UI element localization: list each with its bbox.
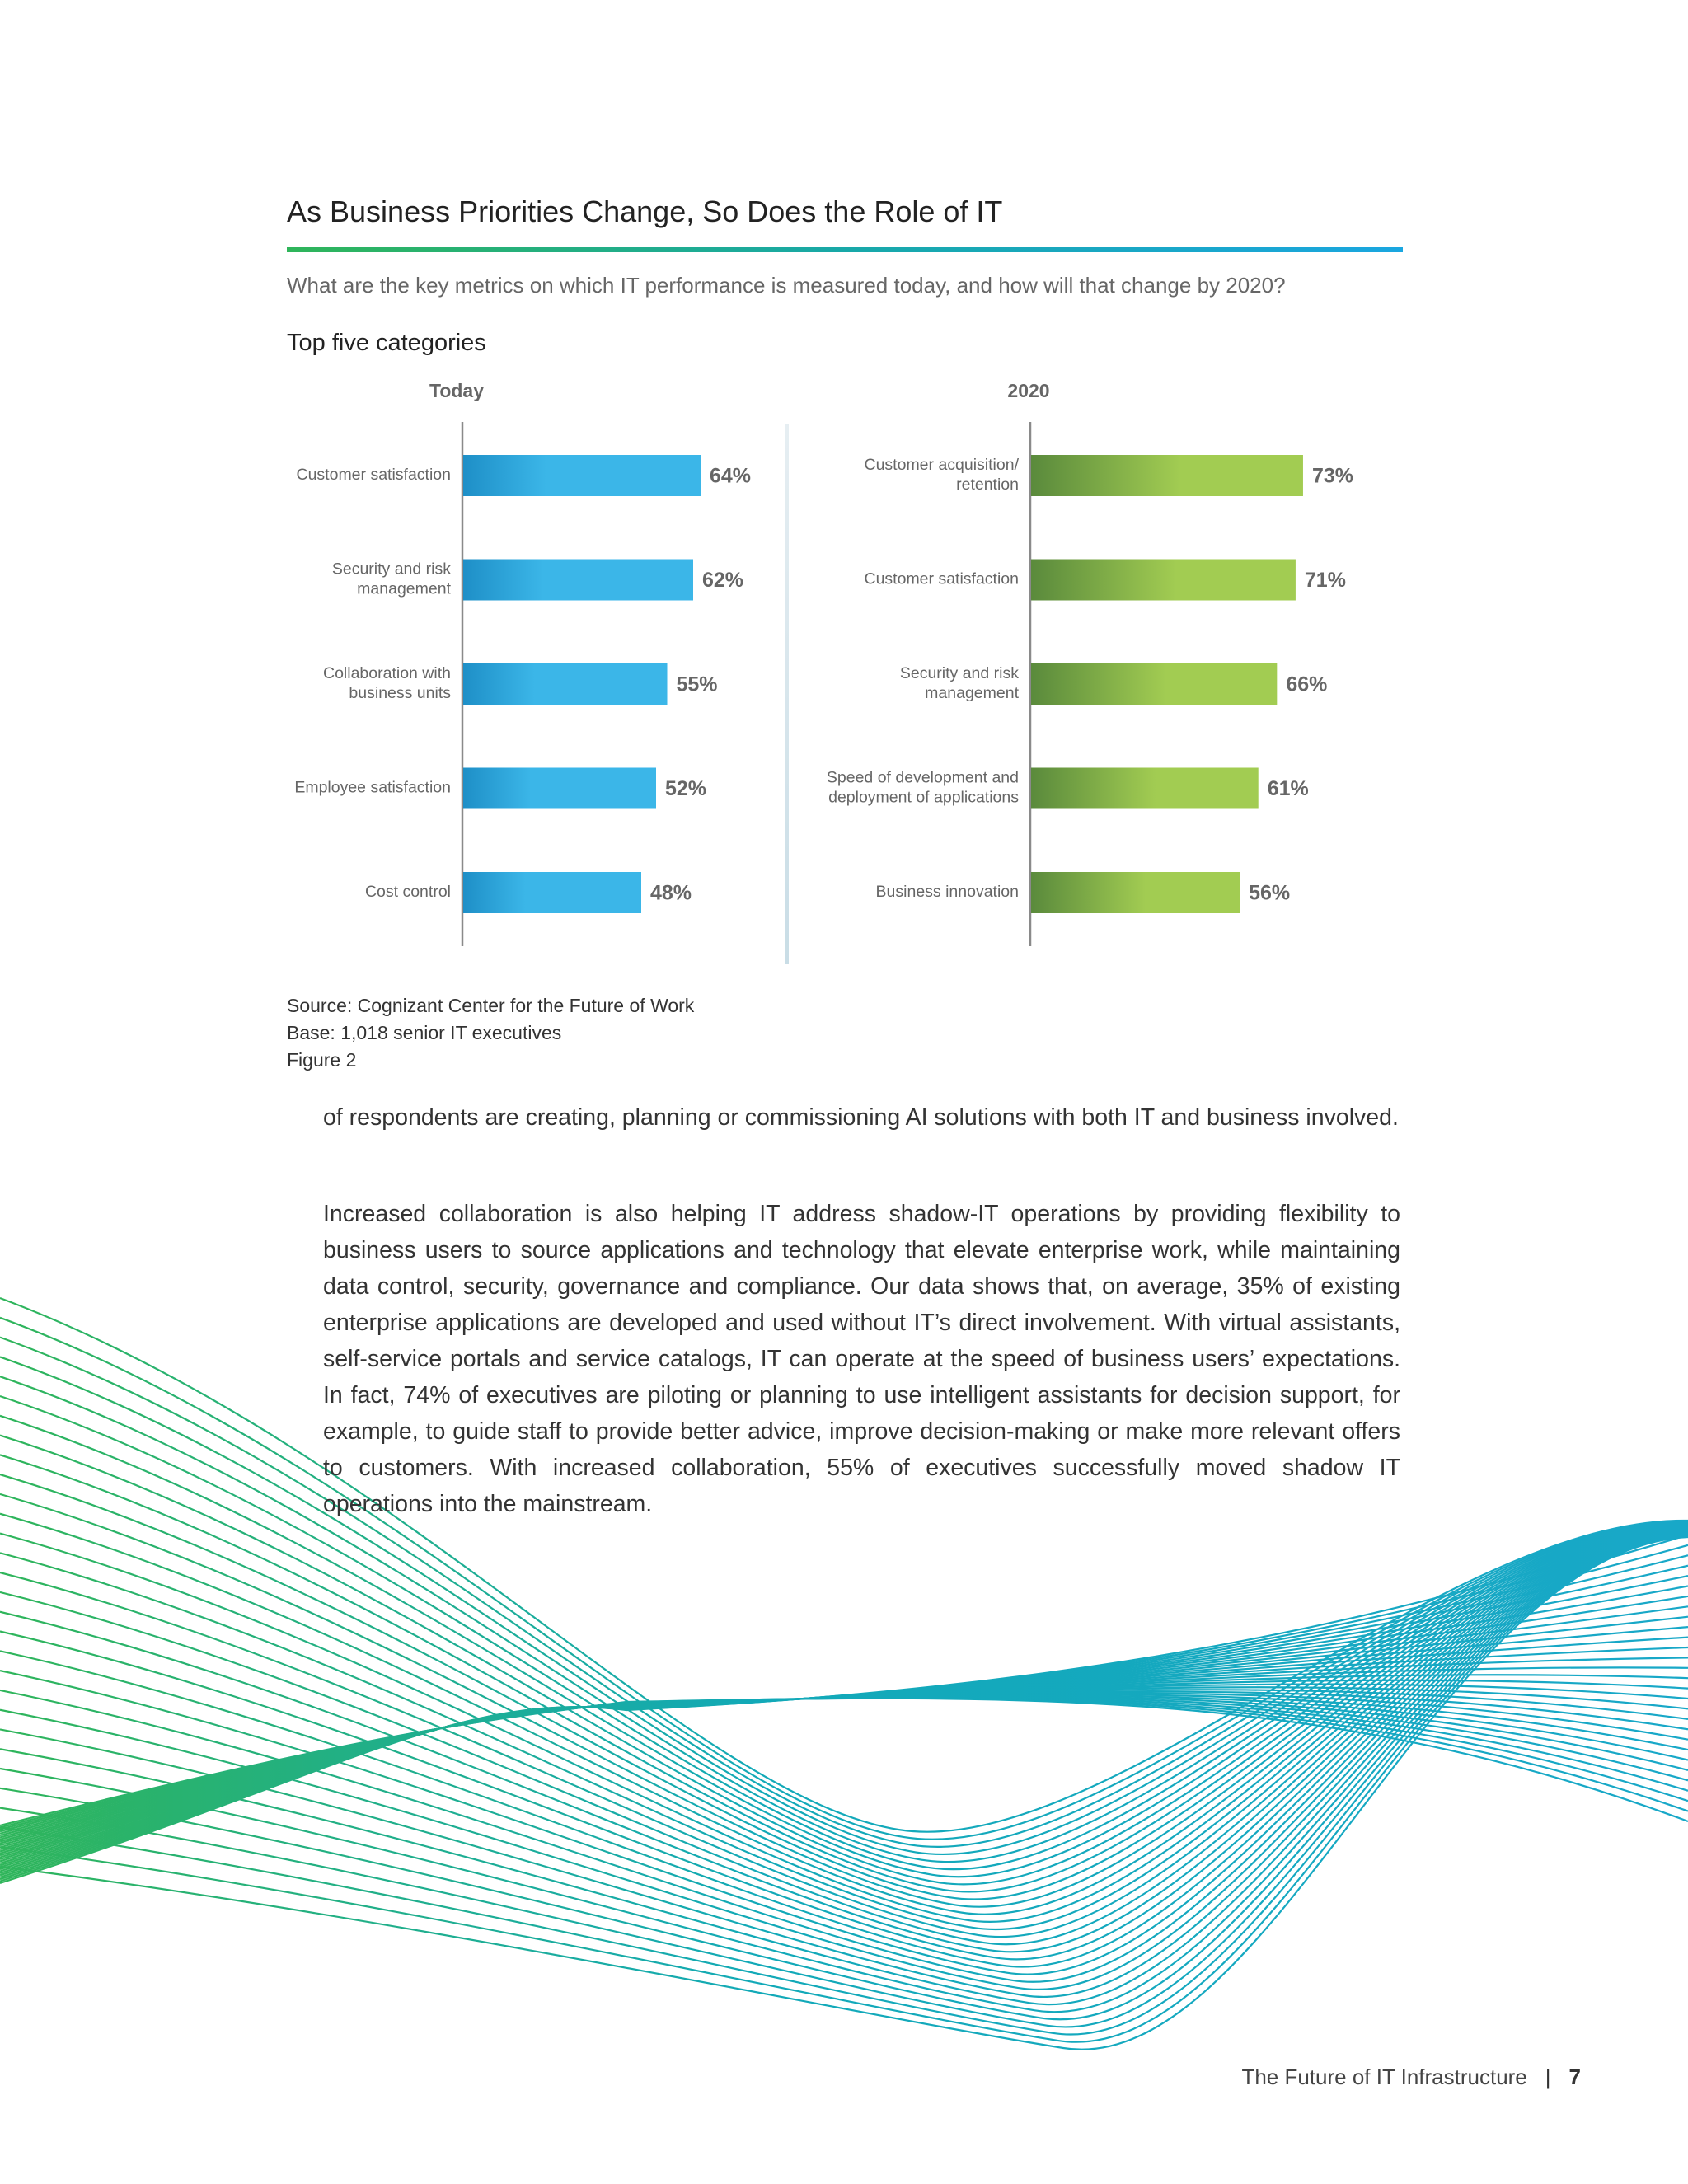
page-title: As Business Priorities Change, So Does the Role of IT	[287, 194, 1003, 228]
bar-today-4	[463, 872, 641, 913]
value-label-today-2: 55%	[676, 673, 718, 696]
wave-line-b	[0, 1657, 1688, 1857]
category-label-today-4: Cost control	[364, 883, 451, 902]
wave-line-b	[0, 1698, 1688, 1830]
page-number: 7	[1568, 2064, 1581, 2089]
bar-today-2	[463, 663, 668, 705]
wave-line-b	[0, 1699, 1688, 1825]
category-label-today-1: Security and risk management	[331, 560, 451, 598]
bar-2020-3	[1031, 768, 1259, 809]
category-label-today-0: Customer satisfaction	[296, 466, 451, 485]
category-label-2020-4: Business innovation	[875, 883, 1019, 902]
category-label-2020-1: Customer satisfaction	[864, 569, 1019, 588]
page-footer	[1241, 2064, 1581, 2090]
chart-question: What are the key metrics on which IT performance is measured today, and how will that change by 2020?	[287, 273, 1286, 298]
category-label-today-3: Employee satisfaction	[294, 778, 451, 797]
wave-line-a	[0, 1530, 1688, 1952]
bar-today-3	[463, 768, 656, 809]
category-label-2020-3: Speed of development and deployment of applications	[826, 768, 1019, 807]
bar-2020-1	[1031, 560, 1296, 601]
bar-today-0	[463, 455, 701, 496]
bar-2020-2	[1031, 663, 1277, 705]
body-paragraph-1: of respondents are creating, planning or commissioning AI solutions with both IT and business involved.	[323, 1104, 1399, 1131]
chart-title-2020: 2020	[1007, 380, 1050, 401]
panel-divider	[785, 424, 789, 964]
wave-line-b	[0, 1698, 1688, 1832]
footer-title: The Future of IT Infrastructure	[1241, 2064, 1527, 2089]
wave-line-a	[0, 1530, 1688, 1960]
source-line: Source: Cognizant Center for the Future of Work	[287, 995, 695, 1016]
value-label-today-3: 52%	[665, 777, 707, 801]
bar-today-1	[463, 560, 693, 601]
wave-line-a	[0, 1530, 1688, 1966]
bar-2020-0	[1031, 455, 1303, 496]
value-label-2020-4: 56%	[1249, 881, 1291, 905]
categories-heading: Top five categories	[287, 330, 486, 356]
bar-charts	[0, 0, 1688, 989]
base-line: Base: 1,018 senior IT executives	[287, 1022, 562, 1043]
wave-line-b	[0, 1698, 1688, 1827]
wave-line-b	[0, 1545, 1688, 1879]
value-label-today-0: 64%	[710, 464, 752, 488]
category-label-today-2: Collaboration with business units	[322, 664, 451, 703]
category-label-2020-2: Security and risk management	[899, 664, 1019, 703]
category-label-2020-0: Customer acquisition/ retention	[864, 456, 1019, 494]
value-label-today-1: 62%	[702, 569, 744, 593]
body-paragraph-2: Increased collaboration is also helping IT address shadow-IT operations by providing flexibility to business users to source applications and technology that elevate enterprise work, while maintaining data control, security, governance and compliance. Our data shows that, on average, 35% of existing enterprise applications are developed and used without IT’s direct involvement. With virtual assistants, self-service portals and service catalogs, IT can operate at the speed of business users’ expectations. In fact, 74% of executives are piloting or planning to use intelligent assistants for decision support, for example, to guide staff to provide better advice, improve decision-making or make more relevant offers to customers. With increased collaboration, 55% of executives successfully moved shadow IT operations into the mainstream.	[323, 1201, 1400, 1517]
value-label-2020-1: 71%	[1304, 569, 1346, 593]
wave-line-b	[0, 1586, 1688, 1872]
chart-title-today: Today	[429, 380, 485, 401]
value-label-2020-0: 73%	[1311, 464, 1354, 488]
value-label-2020-3: 61%	[1267, 777, 1309, 801]
wave-line-a	[0, 1529, 1688, 1937]
footer-separator: |	[1545, 2064, 1551, 2089]
figure-label: Figure 2	[287, 1049, 357, 1071]
value-label-2020-2: 66%	[1286, 673, 1328, 696]
bar-2020-4	[1031, 872, 1240, 913]
value-label-today-4: 48%	[650, 881, 692, 905]
